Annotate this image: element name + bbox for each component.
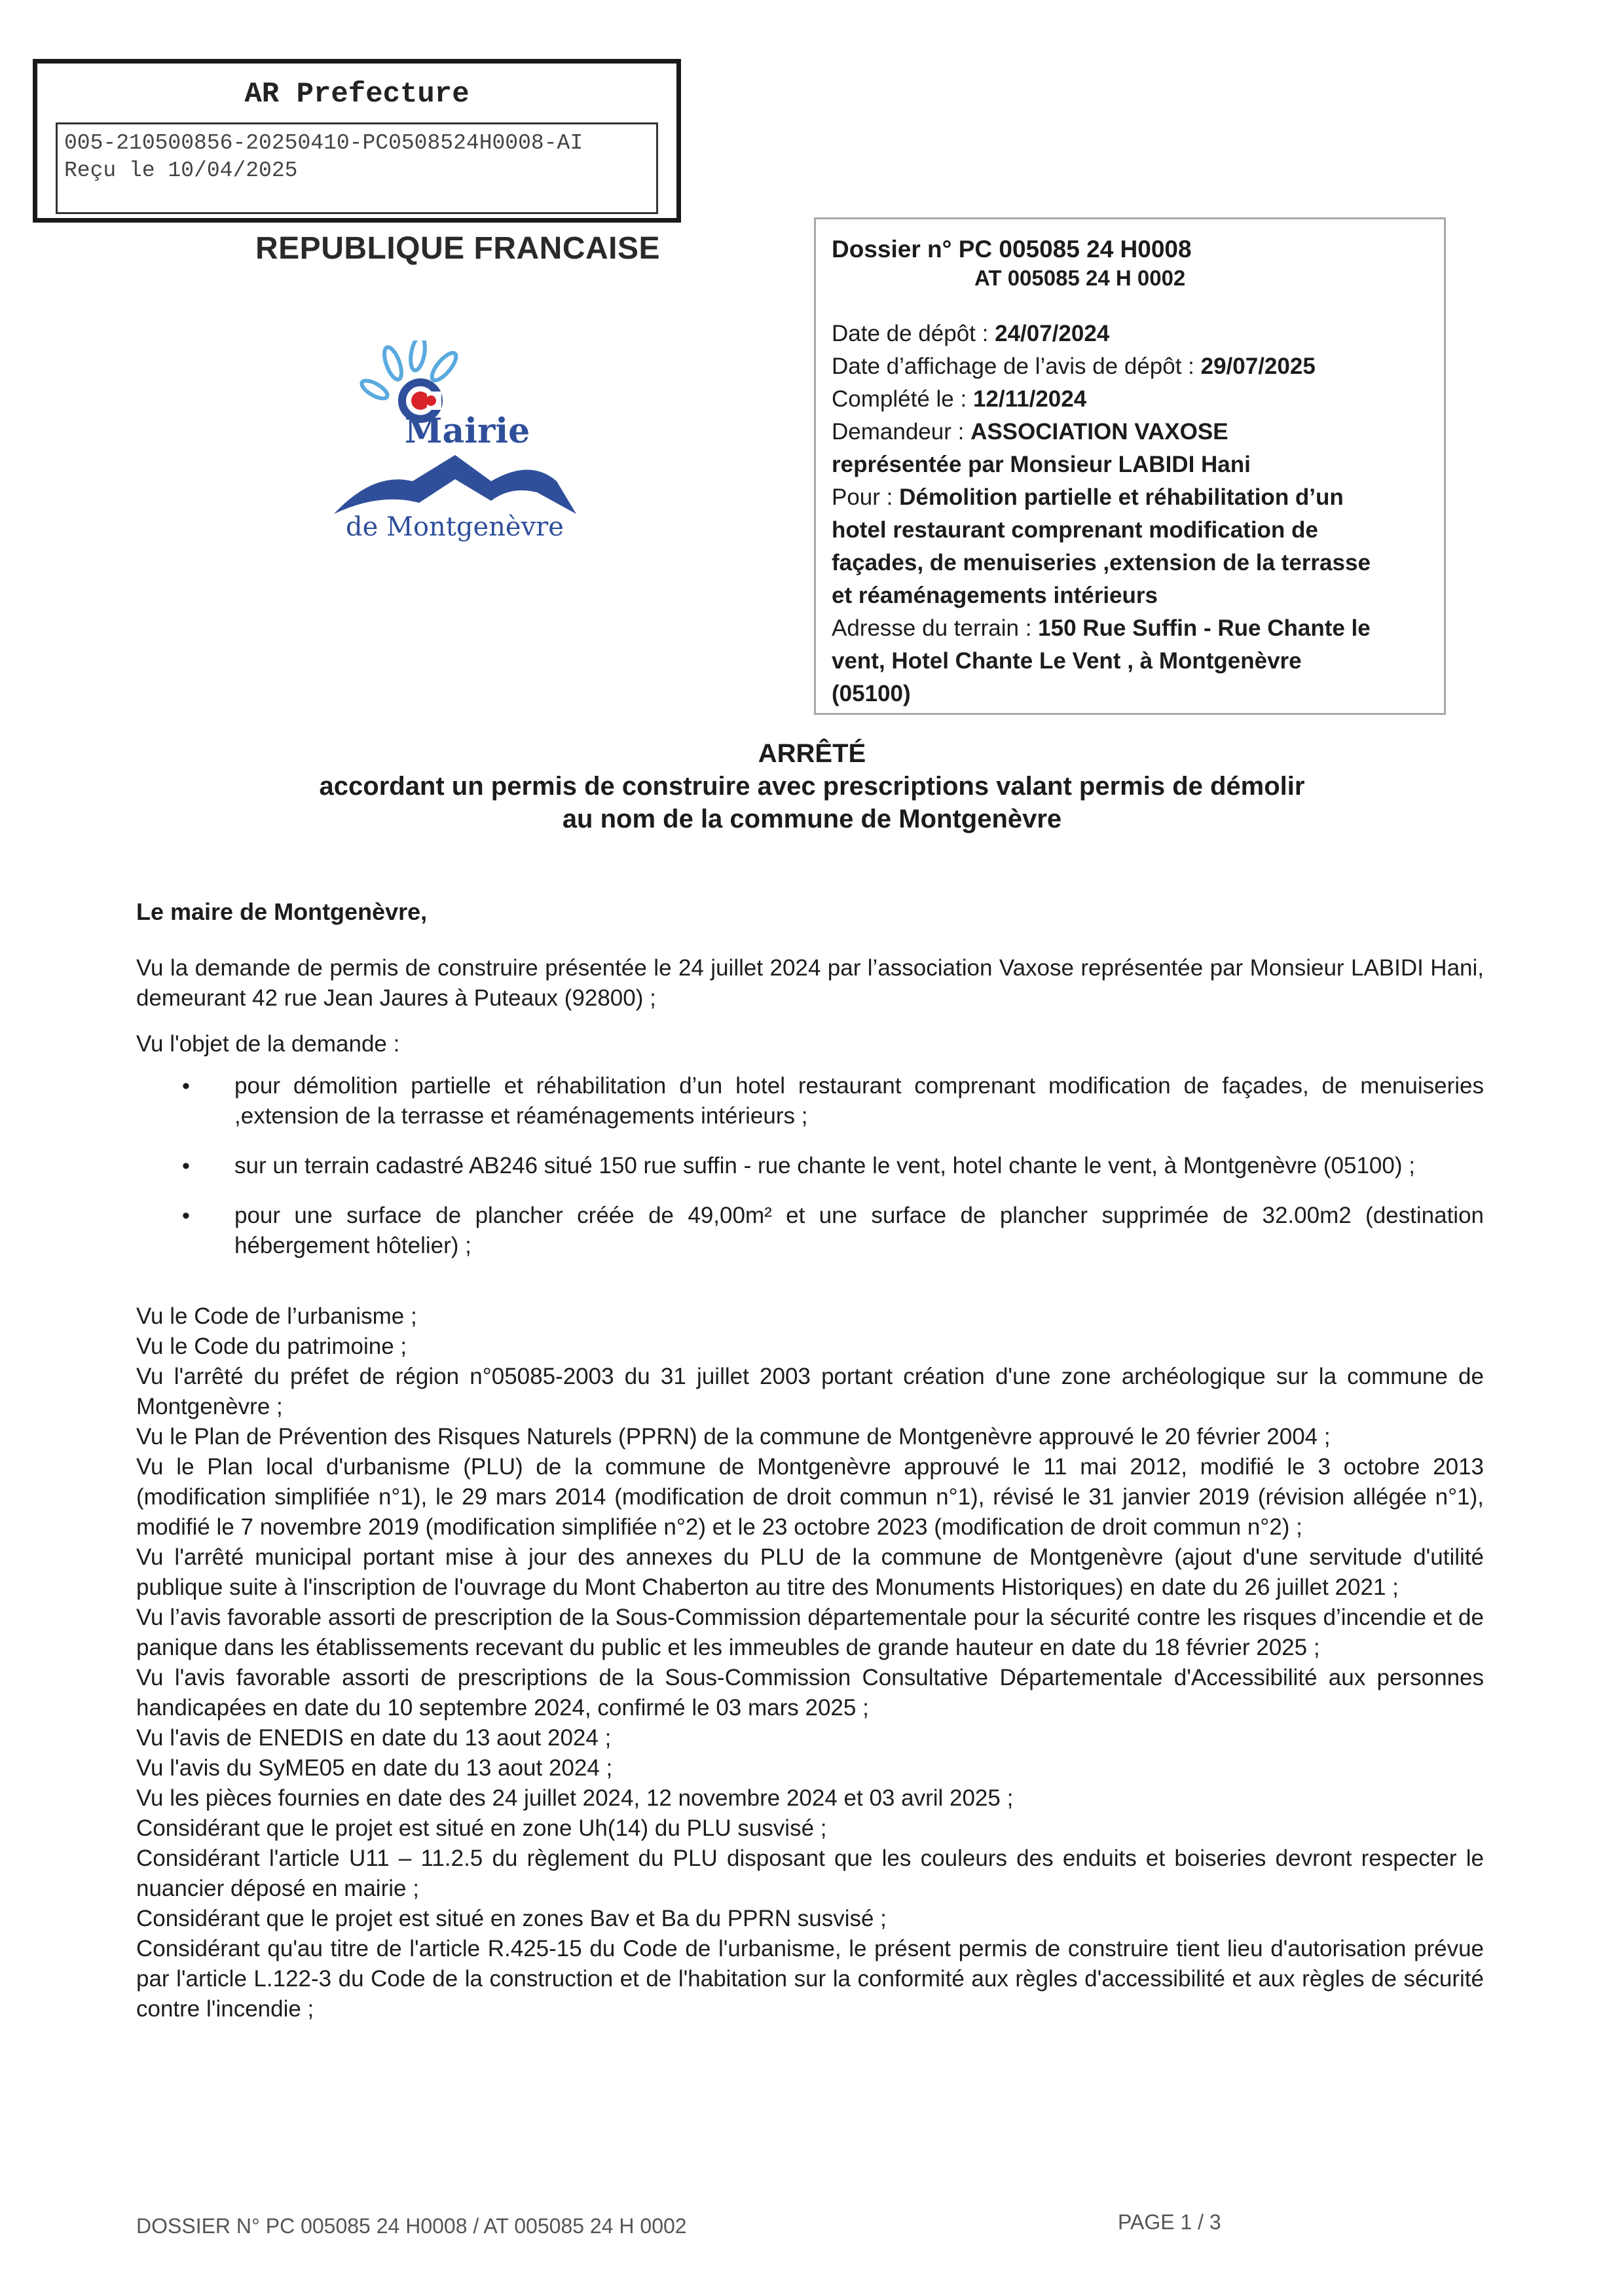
dossier-at-number: AT 005085 24 H 0002: [974, 266, 1186, 290]
bullet-icon: •: [182, 1154, 190, 1178]
affichage-date-label: Date d’affichage de l’avis de dépôt :: [832, 354, 1201, 379]
affichage-date-line: [832, 350, 1428, 383]
logo-mairie-text: Mairie: [405, 411, 530, 451]
bullet-icon: •: [182, 1074, 190, 1099]
demandeur-line: [832, 416, 1428, 448]
arrete-heading-block: [0, 737, 1624, 835]
pour-value-2: hotel restaurant comprenant modification de: [832, 517, 1318, 543]
vu-objet-paragraph: Vu l'objet de la demande :: [136, 1031, 400, 1057]
list-item: Vu le Plan de Prévention des Risques Naturels (PPRN) de la commune de Montgenèvre approuvé le 20 février 2004 ;: [136, 1424, 1331, 1449]
complete-date-line: [832, 383, 1428, 416]
list-item: [136, 1151, 1484, 1181]
list-item: Vu l'avis du SyME05 en date du 13 aout 2024 ;: [136, 1755, 613, 1781]
adresse-value-2: vent, Hotel Chante Le Vent , à Montgenèvre: [832, 648, 1302, 674]
list-item: Vu le Code du patrimoine ;: [136, 1334, 407, 1359]
list-item: Vu l'avis favorable assorti de prescriptions de la Sous-Commission Consultative Départementale d'Accessibilité aux personnes handicapées en date du 10 septembre 2024, confirmé le 03 mars 2025 ;: [136, 1665, 1484, 1721]
ar-stamp-reference: 005-210500856-20250410-PC0508524H0008-AI: [64, 131, 583, 155]
pour-line: [832, 481, 1428, 514]
ar-prefecture-stamp: [33, 59, 681, 223]
bullet-text: pour démolition partielle et réhabilitation d’un hotel restaurant comprenant modification de façades, de menuiseries ,extension de la terrasse et réaménagements intérieurs ;: [234, 1073, 1484, 1129]
list-item: Considérant que le projet est situé en zones Bav et Ba du PPRN susvisé ;: [136, 1906, 887, 1931]
footer-dossier-reference: DOSSIER N° PC 005085 24 H0008 / AT 005085 24 H 0002: [136, 2214, 687, 2238]
visas-considerants-list: [136, 1302, 1484, 2024]
pour-value-1: Démolition partielle et réhabilitation d’un: [899, 484, 1344, 510]
demandeur-value: ASSOCIATION VAXOSE: [970, 419, 1228, 445]
list-item: Vu le Plan local d'urbanisme (PLU) de la commune de Montgenèvre approuvé le 11 mai 2012, modifié le 3 octobre 2013 (modification simplifiée n°1), le 29 mars 2014 (modification de droit commun n°1), révisé le 31 janvier 2019 (révision allégée n°1), modifié le 7 novembre 2019 (modification simplifiée n°2) et le 23 octobre 2023 (modification de droit commun n°2) ;: [136, 1454, 1484, 1540]
list-item: Vu l'avis de ENEDIS en date du 13 aout 2024 ;: [136, 1725, 612, 1751]
vu-demande-paragraph: Vu la demande de permis de construire présentée le 24 juillet 2024 par l’association Vaxose représentée par Monsieur LABIDI Hani, demeurant 42 rue Jean Jaures à Puteaux (92800) ;: [136, 955, 1484, 1011]
pour-value-4: et réaménagements intérieurs: [832, 583, 1158, 608]
bullet-text: sur un terrain cadastré AB246 situé 150 rue suffin - rue chante le vent, hotel chante le vent, à Montgenèvre (05100) ;: [234, 1153, 1415, 1178]
arrete-subtitle-1: accordant un permis de construire avec prescriptions valant permis de démolir: [319, 772, 1305, 801]
complete-date-value: 12/11/2024: [972, 386, 1087, 412]
list-item: Vu l'arrêté du préfet de région n°05085-2003 du 31 juillet 2003 portant création d'une zone archéologique sur la commune de Montgenèvre ;: [136, 1364, 1484, 1419]
affichage-date-value: 29/07/2025: [1200, 354, 1316, 379]
list-item: Vu les pièces fournies en date des 24 juillet 2024, 12 novembre 2024 et 03 avril 2025 ;: [136, 1785, 1014, 1811]
dossier-info-box: [814, 217, 1446, 715]
bullet-icon: •: [182, 1203, 190, 1228]
complete-date-label: Complété le :: [832, 386, 973, 412]
objet-bullet-list: [136, 1071, 1484, 1261]
arrete-subtitle-2: au nom de la commune de Montgenèvre: [562, 805, 1062, 833]
list-item: Considérant que le projet est situé en zone Uh(14) du PLU susvisé ;: [136, 1815, 827, 1841]
maire-heading: Le maire de Montgenèvre,: [136, 898, 428, 925]
mairie-logo: [314, 340, 589, 556]
arrete-title: ARRÊTÉ: [758, 739, 866, 768]
adresse-line: [832, 612, 1428, 645]
list-item: [136, 1201, 1484, 1261]
demandeur-label: Demandeur :: [832, 419, 971, 445]
ar-stamp-title: AR Prefecture: [244, 78, 470, 111]
pour-value-3: façades, de menuiseries ,extension de la terrasse: [832, 550, 1371, 575]
depot-date-value: 24/07/2024: [995, 321, 1110, 346]
representee-line: représentée par Monsieur LABIDI Hani: [832, 452, 1251, 477]
footer-page-number: PAGE 1 / 3: [1118, 2210, 1221, 2234]
list-item: [136, 1071, 1484, 1131]
ar-stamp-inner-box: [56, 122, 658, 214]
logo-commune-text: de Montgenèvre: [346, 512, 564, 542]
bullet-text: pour une surface de plancher créée de 49,00m² et une surface de plancher supprimée de 32.00m2 (destination hébergement hôtelier) ;: [234, 1203, 1484, 1258]
republique-heading: REPUBLIQUE FRANCAISE: [255, 231, 661, 266]
adresse-value-3: (05100): [832, 681, 911, 706]
list-item: Vu l’avis favorable assorti de prescription de la Sous-Commission départementale pour la sécurité contre les risques d’incendie et de panique dans les établissements recevant du public et les immeubles de grande hauteur en date du 18 février 2025 ;: [136, 1605, 1484, 1660]
document-body: [136, 897, 1484, 2024]
dossier-number: Dossier n° PC 005085 24 H0008: [832, 236, 1192, 263]
pour-label: Pour :: [832, 484, 900, 510]
depot-date-line: [832, 318, 1428, 350]
adresse-label: Adresse du terrain :: [832, 615, 1039, 641]
list-item: Considérant l'article U11 – 11.2.5 du règlement du PLU disposant que les couleurs des enduits et boiseries devront respecter le nuancier déposé en mairie ;: [136, 1846, 1484, 1901]
depot-date-label: Date de dépôt :: [832, 321, 995, 346]
list-item: Considérant qu'au titre de l'article R.425-15 du Code de l'urbanisme, le présent permis de construire tient lieu d'autorisation prévue par l'article L.122-3 du Code de la construction et de l'habitation sur la conformité aux règles d'accessibilité et aux règles de sécurité contre l'incendie ;: [136, 1936, 1484, 2022]
adresse-value-1: 150 Rue Suffin - Rue Chante le: [1038, 615, 1371, 641]
ar-stamp-received-date: Reçu le 10/04/2025: [64, 158, 298, 183]
list-item: Vu le Code de l’urbanisme ;: [136, 1303, 417, 1329]
list-item: Vu l'arrêté municipal portant mise à jour des annexes du PLU de la commune de Montgenèvre (ajout d'une servitude d'utilité publique suite à l'inscription de l'ouvrage du Mont Chaberton au titre des Monuments Historiques) en date du 26 juillet 2021 ;: [136, 1544, 1484, 1600]
